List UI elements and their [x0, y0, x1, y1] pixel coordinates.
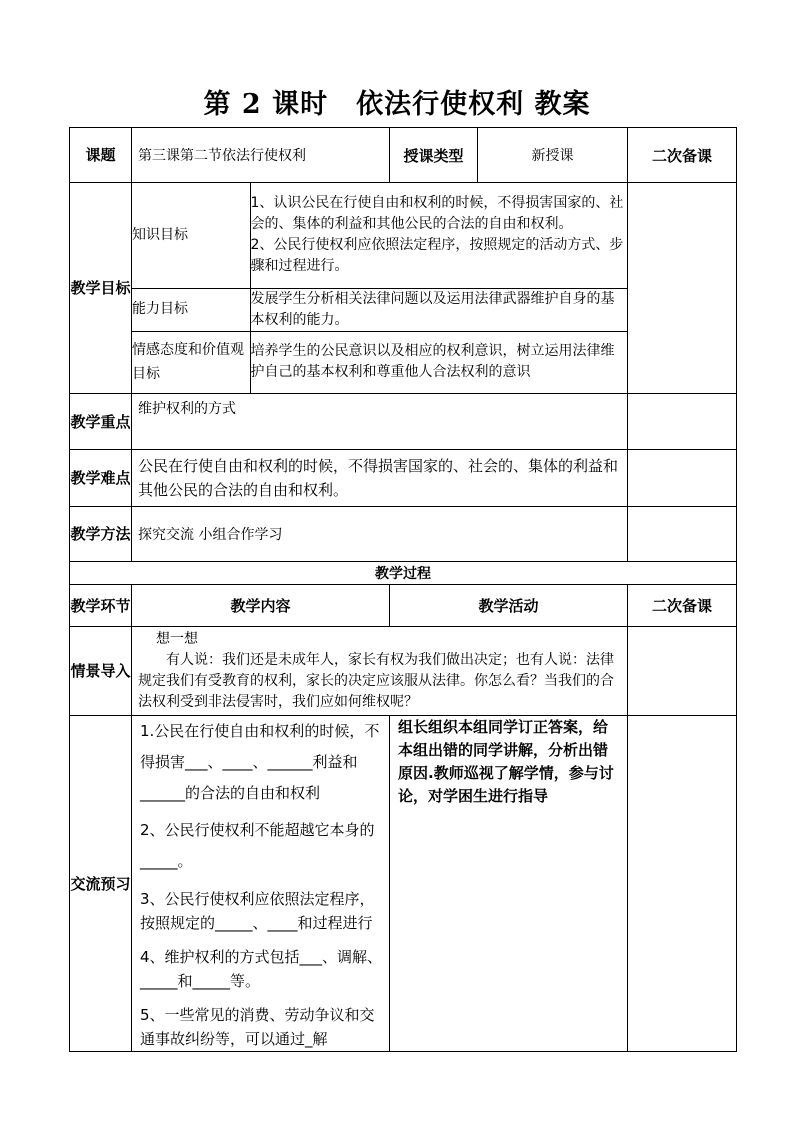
preview-question-1: 1.公民在行使自由和权利的时候，不得损害___、____、______利益和______的合法的自由和权利 — [140, 722, 380, 802]
backup-header: 二次备课 — [628, 585, 737, 627]
header-row — [70, 128, 737, 183]
process-title: 教学过程 — [70, 562, 737, 585]
preview-content — [132, 716, 390, 1052]
intro-heading: 想一想 — [156, 631, 198, 647]
objectives-cell — [132, 183, 628, 394]
key-point-text: 维护权利的方式 — [132, 394, 628, 450]
preview-question-4: 4、维护权利的方式包括___、调解、_____和_____等。 — [140, 948, 383, 990]
preview-question-3: 3、公民行使权利应依照法定程序，按照规定的_____、____和过程进行 — [140, 890, 375, 932]
intro-text: 有人说：我们还是未成年人，家长有权为我们做出决定；也有人说：法律规定我们有受教育的权利，家长的决定应该服从法律。你怎么看？当我们的合法权利受到非法侵害时，我们应如何维权呢？ — [138, 652, 614, 710]
preview-backup — [628, 716, 737, 1052]
knowledge-text — [250, 183, 627, 288]
preview-activity: 组长组织本组同学订正答案，给本组出错的同学讲解，分析出错原因.教师巡视了解学情，参与讨论，对学困生进行指导 — [390, 716, 628, 1052]
objectives-label: 教学目标 — [70, 183, 132, 394]
page-title: 第 2 课时 依法行使权利 教案 — [203, 89, 591, 120]
stage-header: 教学环节 — [70, 585, 132, 627]
intro-row — [70, 627, 737, 716]
process-header-row — [70, 585, 737, 627]
method-backup — [628, 507, 737, 562]
process-title-row — [70, 562, 737, 585]
preview-question-5: 5、一些常见的消费、劳动争议和交通事故纠纷等，可以通过_解 — [140, 1006, 375, 1048]
method-row — [70, 507, 737, 562]
ability-label: 能力目标 — [132, 288, 250, 331]
preview-row — [70, 716, 737, 1052]
key-point-label: 教学重点 — [70, 394, 132, 450]
topic-value: 第三课第二节依法行使权利 — [132, 128, 390, 183]
method-label: 教学方法 — [70, 507, 132, 562]
backup-label: 二次备课 — [628, 128, 737, 183]
intro-label: 情景导入 — [70, 627, 132, 716]
emotion-label: 情感态度和价值观目标 — [132, 331, 250, 393]
lesson-plan-table — [69, 127, 737, 1052]
emotion-text: 培养学生的公民意识以及相应的权利意识，树立运用法律维护自己的基本权利和尊重他人合法权利的意识 — [250, 331, 627, 393]
topic-label: 课题 — [70, 128, 132, 183]
objectives-backup — [628, 183, 737, 394]
key-point-row — [70, 394, 737, 450]
ability-text: 发展学生分析相关法律问题以及运用法律武器维护自身的基本权利的能力。 — [250, 288, 627, 331]
difficulty-backup — [628, 450, 737, 507]
objectives-row — [70, 183, 737, 394]
difficulty-label: 教学难点 — [70, 450, 132, 507]
type-value: 新授课 — [478, 128, 628, 183]
key-point-backup — [628, 394, 737, 450]
difficulty-text: 公民在行使自由和权利的时候，不得损害国家的、社会的、集体的利益和其他公民的合法的自由和权利。 — [132, 450, 628, 507]
content-header: 教学内容 — [132, 585, 390, 627]
preview-label: 交流预习 — [70, 716, 132, 1052]
method-text: 探究交流 小组合作学习 — [132, 507, 628, 562]
intro-backup — [628, 627, 737, 716]
knowledge-text-2: 2、公民行使权利应依照法定程序，按照规定的活动方式、步骤和过程进行。 — [250, 237, 624, 275]
knowledge-text-1: 1、认识公民在行使自由和权利的时候，不得损害国家的、社会的、集体的利益和其他公民的合法的自由和权利。 — [250, 195, 624, 233]
objectives-inner-table — [132, 183, 627, 393]
difficulty-row — [70, 450, 737, 507]
knowledge-label: 知识目标 — [132, 183, 250, 288]
intro-content — [132, 627, 628, 716]
type-label: 授课类型 — [390, 128, 478, 183]
preview-question-2: 2、公民行使权利不能超越它本身的_____。 — [140, 821, 375, 870]
activity-header: 教学活动 — [390, 585, 628, 627]
